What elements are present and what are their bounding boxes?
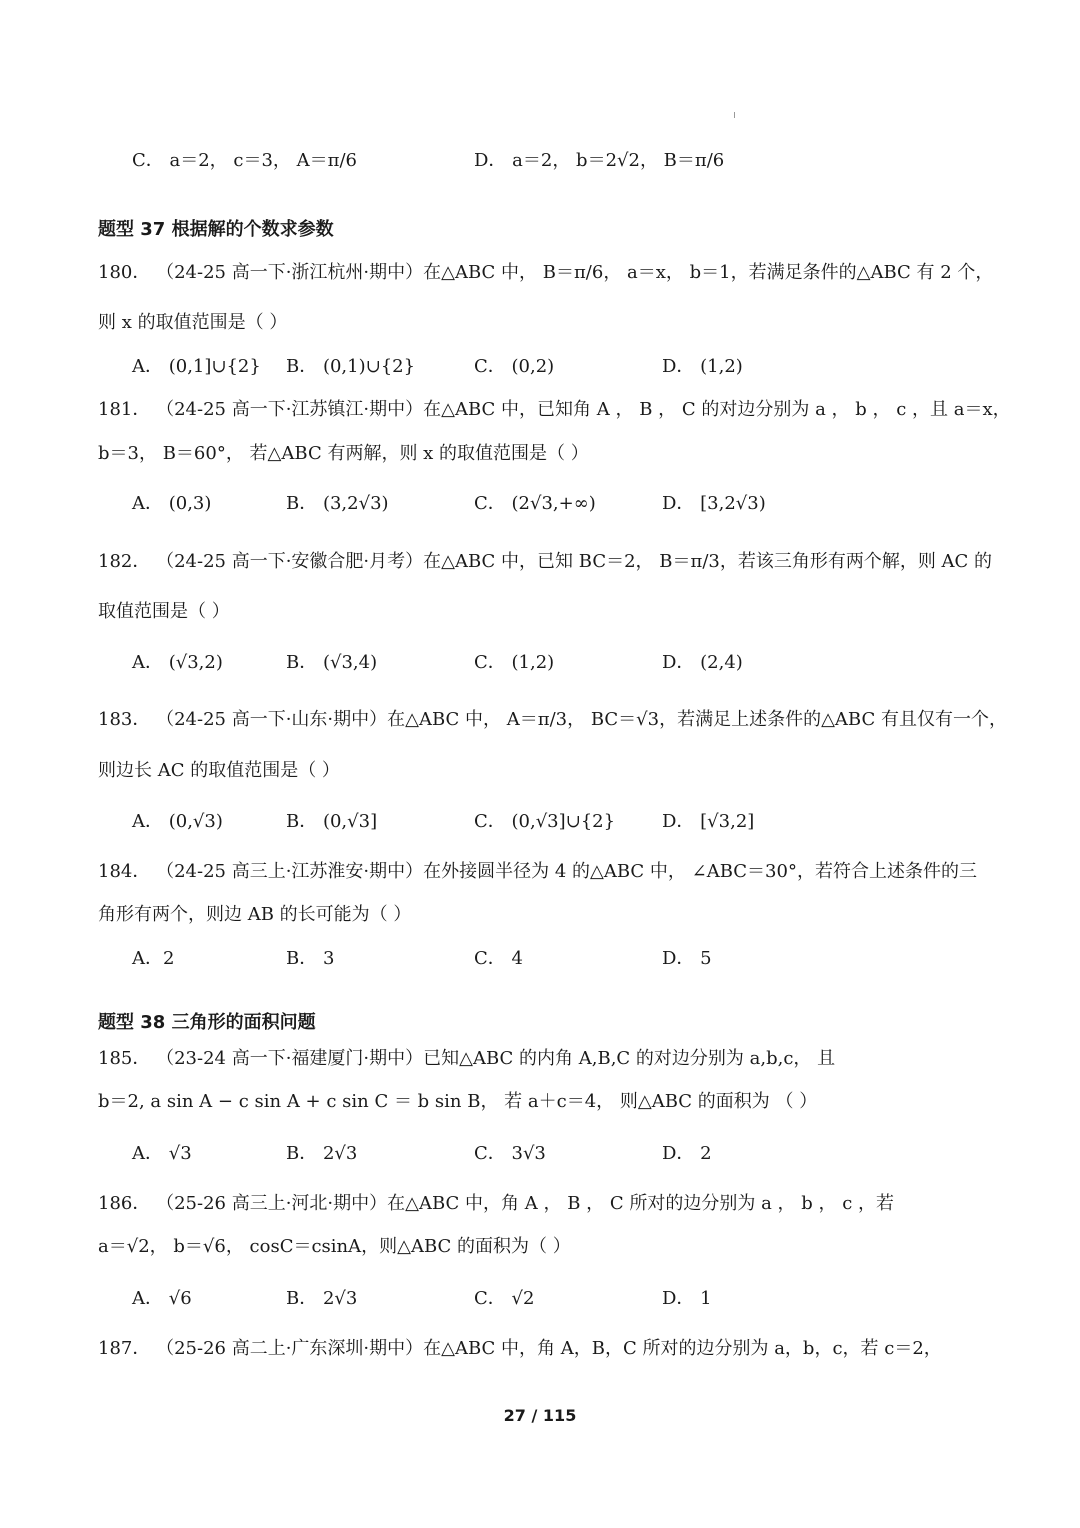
- option-a: A． (0,√3): [132, 811, 223, 832]
- option-b: B． 3: [286, 948, 335, 969]
- option-a: A． √6: [132, 1288, 192, 1309]
- option-c: C． (2√3,+∞): [474, 493, 596, 514]
- option-b: B． (0,1)∪{2}: [286, 356, 416, 377]
- option-c: C． √2: [474, 1288, 535, 1309]
- option-d: D． 2: [662, 1143, 712, 1164]
- option-b: B． (√3,4): [286, 652, 378, 673]
- question-text: 则边长 AC 的取值范围是（ ）: [98, 760, 340, 781]
- option-row: [0, 489, 1080, 519]
- option-a: A． (0,3): [132, 493, 212, 514]
- question-text: 则 x 的取值范围是（ ）: [98, 312, 288, 333]
- option-row: [0, 1284, 1080, 1314]
- option-d: D． [√3,2]: [662, 811, 755, 832]
- option-row: [0, 146, 1080, 176]
- question-text: 角形有两个，则边 AB 的长可能为（ ）: [98, 904, 412, 925]
- question-text: b＝2, a sin A − c sin A + c sin C ＝ b sin B， 若 a＋c＝4， 则△ABC 的面积为 （ ）: [98, 1091, 818, 1112]
- option-d: D． (1,2): [662, 356, 743, 377]
- question-text: 184． （24-25 高三上·江苏淮安·期中）在外接圆半径为 4 的△ABC 中， ∠ABC＝30°，若符合上述条件的三: [98, 861, 977, 882]
- option-c: C． 3√3: [474, 1143, 546, 1164]
- option-b: B． (0,√3]: [286, 811, 378, 832]
- option-row: [0, 1139, 1080, 1169]
- option-d: D． 1: [662, 1288, 712, 1309]
- option-b: B． (3,2√3): [286, 493, 389, 514]
- section-heading: 题型 37 根据解的个数求参数: [98, 219, 334, 240]
- question-text: 182． （24-25 高一下·安徽合肥·月考）在△ABC 中，已知 BC＝2， B＝π/3，若该三角形有两个解，则 AC 的: [98, 551, 993, 572]
- option-d: D． [3,2√3): [662, 493, 766, 514]
- margin-mark: [734, 112, 735, 118]
- option-d: D． (2,4): [662, 652, 743, 673]
- option-b: B． 2√3: [286, 1143, 358, 1164]
- option-c: C． (0,2): [474, 356, 555, 377]
- question-text: 185． （23-24 高一下·福建厦门·期中）已知△ABC 的内角 A,B,C 的对边分别为 a,b,c， 且: [98, 1048, 836, 1069]
- option-c: C． 4: [474, 948, 523, 969]
- question-text: 取值范围是（ ）: [98, 601, 230, 622]
- question-text: 180． （24-25 高一下·浙江杭州·期中）在△ABC 中， B＝π/6， a＝x， b＝1，若满足条件的△ABC 有 2 个，: [98, 262, 994, 283]
- page-number: 27 / 115: [503, 1406, 577, 1425]
- option-c: C． a＝2， c＝3， A＝π/6: [132, 150, 357, 171]
- question-text: 187． （25-26 高二上·广东深圳·期中）在△ABC 中，角 A，B，C 所对的边分别为 a，b，c，若 c＝2，: [98, 1338, 942, 1359]
- option-b: B． 2√3: [286, 1288, 358, 1309]
- option-c: C． (1,2): [474, 652, 555, 673]
- option-c: C． (0,√3]∪{2}: [474, 811, 616, 832]
- question-text: 181． （24-25 高一下·江苏镇江·期中）在△ABC 中，已知角 A ， B ， C 的对边分别为 a ， b ， c ，且 a＝x，: [98, 399, 1011, 420]
- section-heading: 题型 38 三角形的面积问题: [98, 1012, 316, 1033]
- option-a: A． (√3,2): [132, 652, 223, 673]
- option-row: [0, 807, 1080, 837]
- question-text: a＝√2， b＝√6， cosC＝csinA，则△ABC 的面积为（ ）: [98, 1236, 571, 1257]
- option-row: [0, 944, 1080, 974]
- question-text: 183． （24-25 高一下·山东·期中）在△ABC 中， A＝π/3， BC＝√3，若满足上述条件的△ABC 有且仅有一个，: [98, 709, 1007, 730]
- option-a: A．2: [132, 948, 175, 969]
- option-row: [0, 648, 1080, 678]
- option-row: [0, 352, 1080, 382]
- option-d: D． 5: [662, 948, 712, 969]
- option-d: D． a＝2， b＝2√2， B＝π/6: [474, 150, 725, 171]
- question-text: b＝3， B＝60°， 若△ABC 有两解，则 x 的取值范围是（ ）: [98, 443, 589, 464]
- question-text: 186． （25-26 高三上·河北·期中）在△ABC 中，角 A ， B ， C 所对的边分别为 a ， b ， c ，若: [98, 1193, 895, 1214]
- option-a: A． (0,1]∪{2}: [132, 356, 261, 377]
- option-a: A． √3: [132, 1143, 192, 1164]
